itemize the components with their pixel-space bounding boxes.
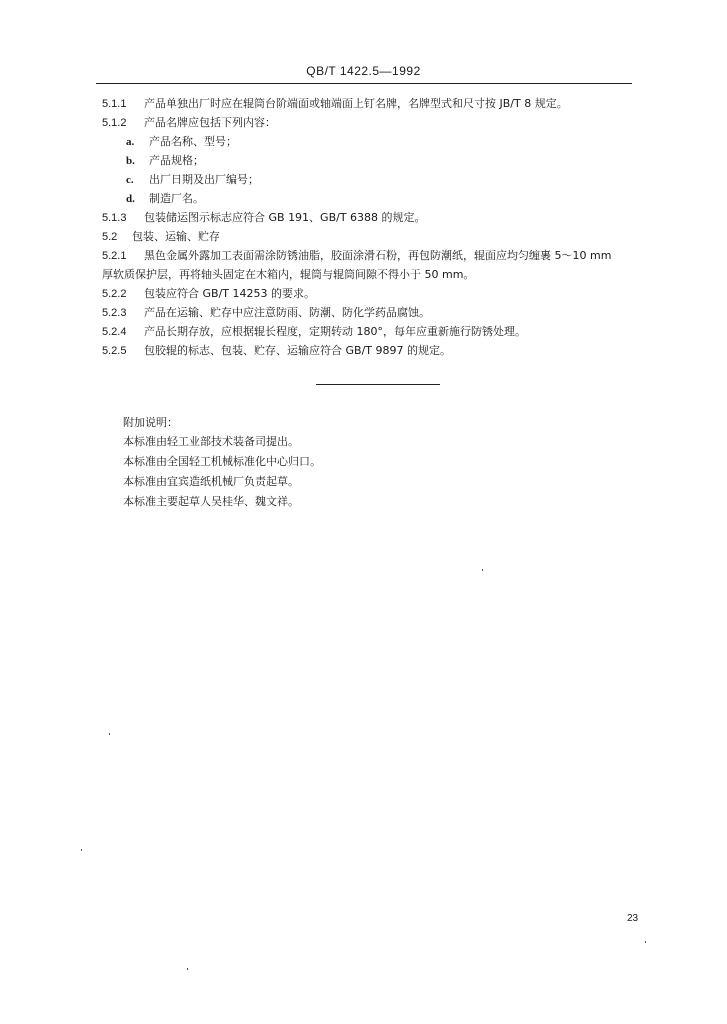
clause-5-2-5 bbox=[102, 344, 451, 358]
document-code-header: QB/T 1422.5—1992 bbox=[306, 64, 421, 78]
list-item-c bbox=[126, 173, 259, 187]
scan-speck bbox=[187, 968, 188, 970]
clause-text: 厚软质保护层，再将轴头固定在木箱内，辊筒与辊筒间隙不得小于 50 mm。 bbox=[102, 268, 475, 281]
clause-5-2-3 bbox=[102, 306, 430, 320]
clause-number: 5.1.1 bbox=[102, 98, 127, 110]
clause-5-2-2 bbox=[102, 287, 315, 301]
list-label: c. bbox=[126, 174, 134, 186]
section-end-divider bbox=[316, 384, 440, 385]
scan-speck bbox=[81, 849, 82, 851]
list-text: 产品名称、型号； bbox=[149, 135, 237, 148]
page-number: 23 bbox=[627, 913, 639, 924]
note-line: 本标准由宜宾造纸机械厂负责起草。 bbox=[123, 475, 299, 488]
clause-number: 5.2.2 bbox=[102, 288, 127, 300]
note-line: 本标准由全国轻工机械标准化中心归口。 bbox=[123, 455, 321, 468]
clause-number: 5.2.3 bbox=[102, 307, 127, 319]
list-text: 出厂日期及出厂编号； bbox=[149, 173, 259, 186]
scan-speck bbox=[482, 569, 483, 571]
clause-5-2-1-continued bbox=[102, 268, 474, 282]
notes-heading: 附加说明： bbox=[123, 416, 178, 429]
list-label: a. bbox=[126, 136, 135, 148]
list-item-d bbox=[126, 192, 204, 206]
clause-5-1-2 bbox=[102, 116, 276, 130]
list-text: 制造厂名。 bbox=[149, 192, 204, 205]
clause-number: 5.2.5 bbox=[102, 345, 127, 357]
clause-5-1-3 bbox=[102, 211, 426, 225]
scan-speck bbox=[109, 733, 110, 735]
note-line: 本标准主要起草人吴桂华、魏文祥。 bbox=[123, 495, 299, 508]
clause-number: 5.2.4 bbox=[102, 326, 127, 338]
clause-text: 黑色金属外露加工表面需涂防锈油脂，胶面涂滑石粉，再包防潮纸，辊面应均匀缠裹 5～10 mm bbox=[144, 249, 612, 262]
clause-text: 产品长期存放，应根据辊长程度，定期转动 180°，每年应重新施行防锈处理。 bbox=[144, 325, 526, 338]
list-text: 产品规格； bbox=[149, 154, 204, 167]
clause-number: 5.1.2 bbox=[102, 117, 127, 129]
list-label: d. bbox=[126, 193, 135, 205]
clause-5-2-4 bbox=[102, 325, 526, 339]
clause-number: 5.1.3 bbox=[102, 212, 127, 224]
clause-text: 产品单独出厂时应在辊筒台阶端面或轴端面上钉名牌，名牌型式和尺寸按 JB/T 8 规定。 bbox=[144, 97, 568, 110]
list-label: b. bbox=[126, 155, 135, 167]
note-line: 本标准由轻工业部技术装备司提出。 bbox=[123, 435, 299, 448]
clause-number: 5.2.1 bbox=[102, 250, 127, 262]
clause-text: 包装应符合 GB/T 14253 的要求。 bbox=[144, 287, 315, 300]
clause-text: 产品名牌应包括下列内容： bbox=[144, 116, 276, 129]
list-item-b bbox=[126, 154, 204, 168]
scan-speck bbox=[645, 941, 646, 943]
clause-5-2-1 bbox=[102, 249, 611, 263]
clause-text: 包胶辊的标志、包装、贮存、运输应符合 GB/T 9897 的规定。 bbox=[144, 344, 451, 357]
section-number: 5.2 bbox=[102, 231, 118, 243]
clause-5-1-1 bbox=[102, 97, 568, 111]
section-5-2-heading bbox=[102, 230, 220, 244]
section-title: 包装、运输、贮存 bbox=[132, 230, 220, 243]
clause-text: 包装储运图示标志应符合 GB 191、GB/T 6388 的规定。 bbox=[144, 211, 426, 224]
header-divider bbox=[96, 83, 632, 84]
clause-text: 产品在运输、贮存中应注意防雨、防潮、防化学药品腐蚀。 bbox=[144, 306, 430, 319]
list-item-a bbox=[126, 135, 237, 149]
